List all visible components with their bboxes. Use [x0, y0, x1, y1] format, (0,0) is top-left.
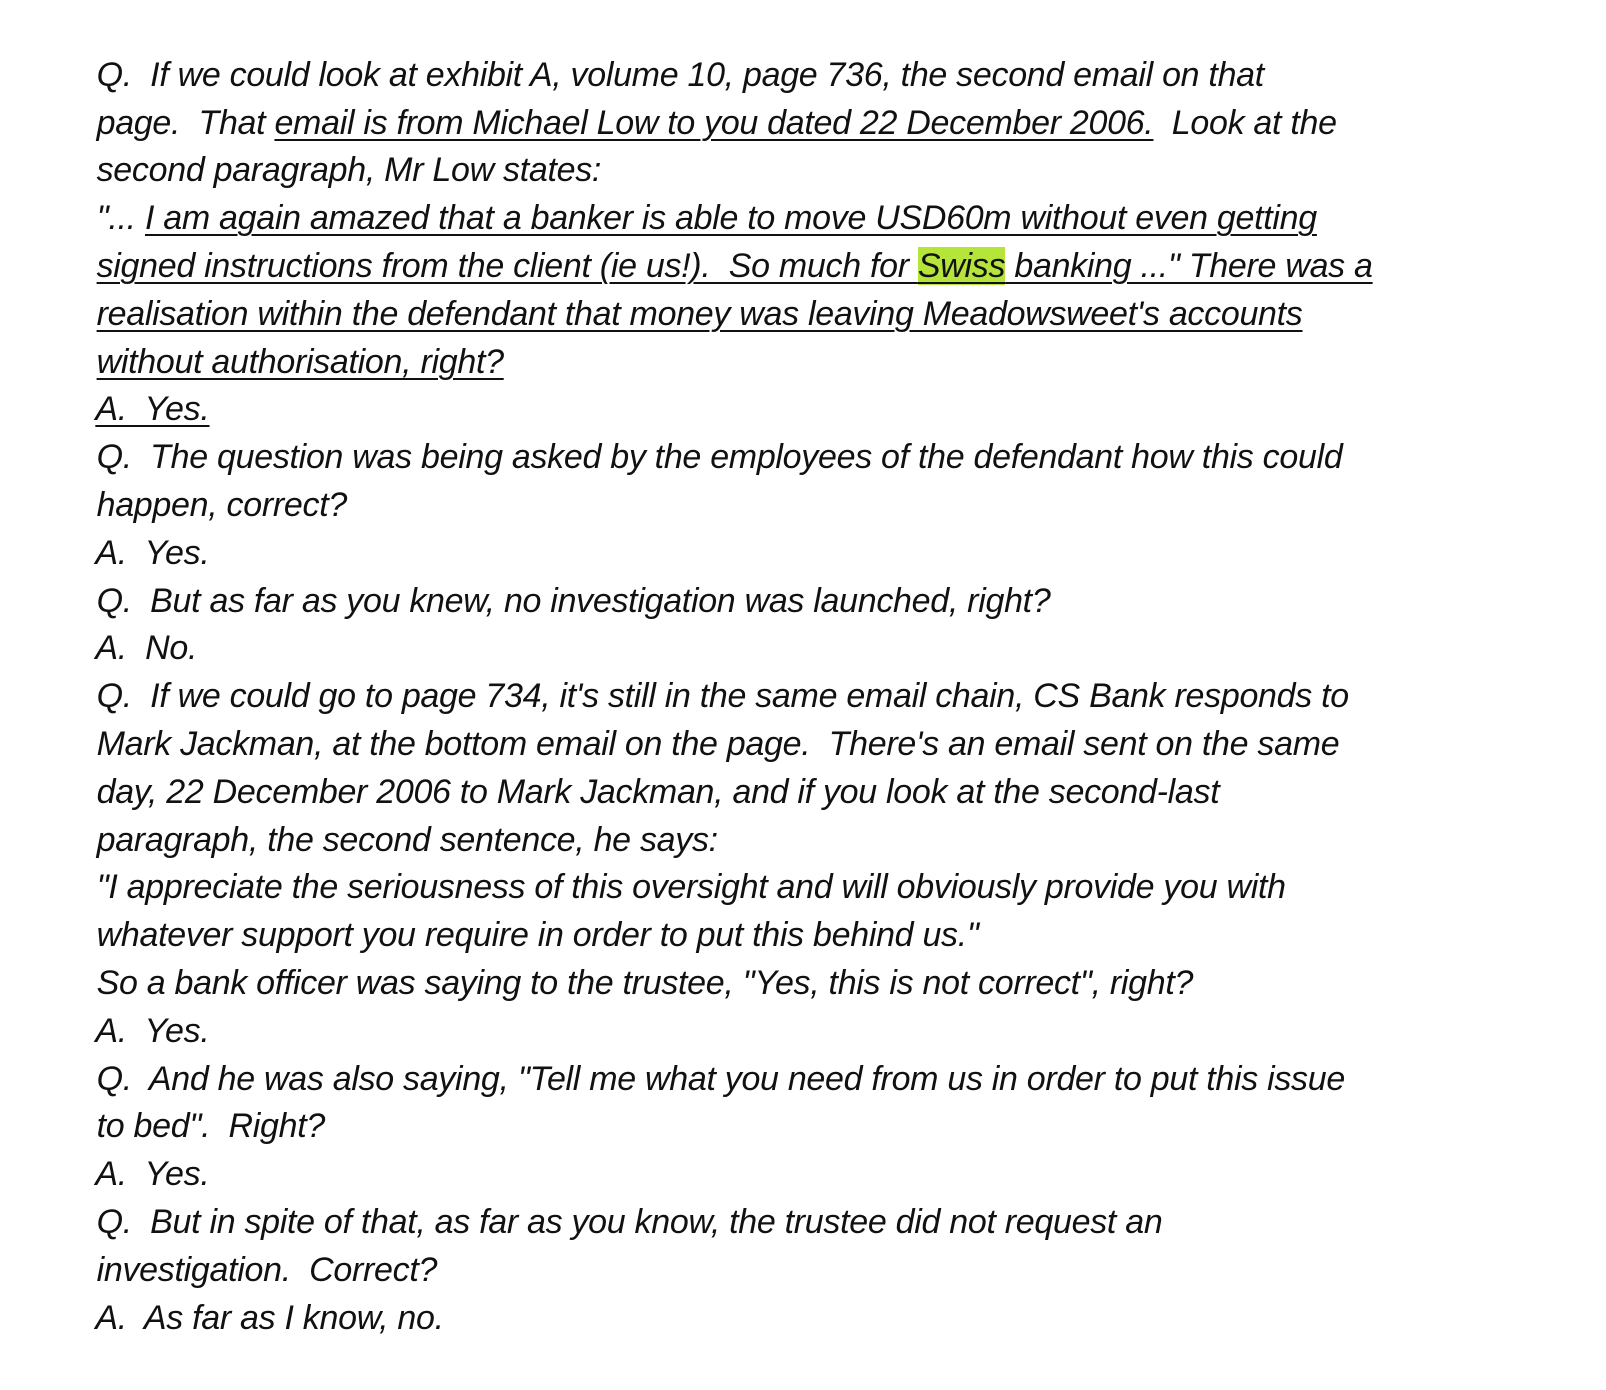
- line-text: "...: [96, 199, 145, 238]
- underlined-quote: banking ..." There was a: [1005, 246, 1373, 285]
- line-text: A. As far as I know, no.: [95, 1298, 444, 1337]
- line-text: Q. But in spite of that, as far as you know, the trustee did not request an: [96, 1202, 1163, 1241]
- line-text: day, 22 December 2006 to Mark Jackman, and if you look at the second-last: [96, 772, 1220, 811]
- line-text: Mark Jackman, at the bottom email on the page. There's an email sent on the same: [96, 724, 1340, 763]
- underlined-quote: signed instructions from the client (ie us!). So much for: [96, 246, 918, 285]
- underlined-answer: A. Yes.: [95, 390, 210, 429]
- line-text: page. That: [96, 103, 275, 142]
- line-text: Q. And he was also saying, "Tell me what you need from us in order to put this issue: [96, 1059, 1345, 1098]
- transcript-line: [60, 1151, 1580, 1241]
- transcript-document: [60, 4, 1580, 1337]
- line-text: Q. If we could go to page 734, it's still in the same email chain, CS Bank responds to: [96, 677, 1349, 716]
- transcript-line: [60, 4, 1580, 94]
- line-text: second paragraph, Mr Low states:: [96, 151, 602, 190]
- line-text: to bed". Right?: [96, 1107, 326, 1146]
- line-text: A. Yes.: [95, 1011, 210, 1050]
- underlined-quote: realisation within the defendant that money was leaving Meadowsweet's accounts: [96, 294, 1303, 333]
- transcript-line: [60, 530, 1580, 620]
- underlined-quote: without authorisation, right?: [96, 342, 504, 381]
- underlined-email-reference: email is from Michael Low to you dated 22 December 2006.: [274, 103, 1154, 142]
- line-text: investigation. Correct?: [96, 1250, 438, 1289]
- line-text: A. Yes.: [95, 533, 210, 572]
- line-text: paragraph, the second sentence, he says:: [96, 820, 718, 859]
- line-text: whatever support you require in order to put this behind us.": [96, 916, 979, 955]
- line-text: Look at the: [1153, 103, 1337, 142]
- line-text: Q. But as far as you knew, no investigation was launched, right?: [96, 581, 1051, 620]
- line-text: "I appreciate the seriousness of this oversight and will obviously provide you with: [96, 868, 1286, 907]
- line-text: So a bank officer was saying to the trustee, "Yes, this is not correct", right?: [96, 963, 1194, 1002]
- line-text: Q. If we could look at exhibit A, volume 10, page 736, the second email on that: [96, 55, 1264, 94]
- underlined-quote: I am again amazed that a banker is able to move USD60m without even getting: [144, 199, 1317, 238]
- highlighted-word: Swiss: [917, 246, 1006, 285]
- line-text: A. Yes.: [95, 1155, 210, 1194]
- transcript-line: [60, 386, 1580, 477]
- transcript-line: [60, 1008, 1580, 1098]
- transcript-line: [60, 625, 1580, 716]
- line-text: happen, correct?: [96, 485, 347, 524]
- line-text: Q. The question was being asked by the employees of the defendant how this could: [96, 438, 1343, 477]
- line-text: A. No.: [95, 629, 198, 668]
